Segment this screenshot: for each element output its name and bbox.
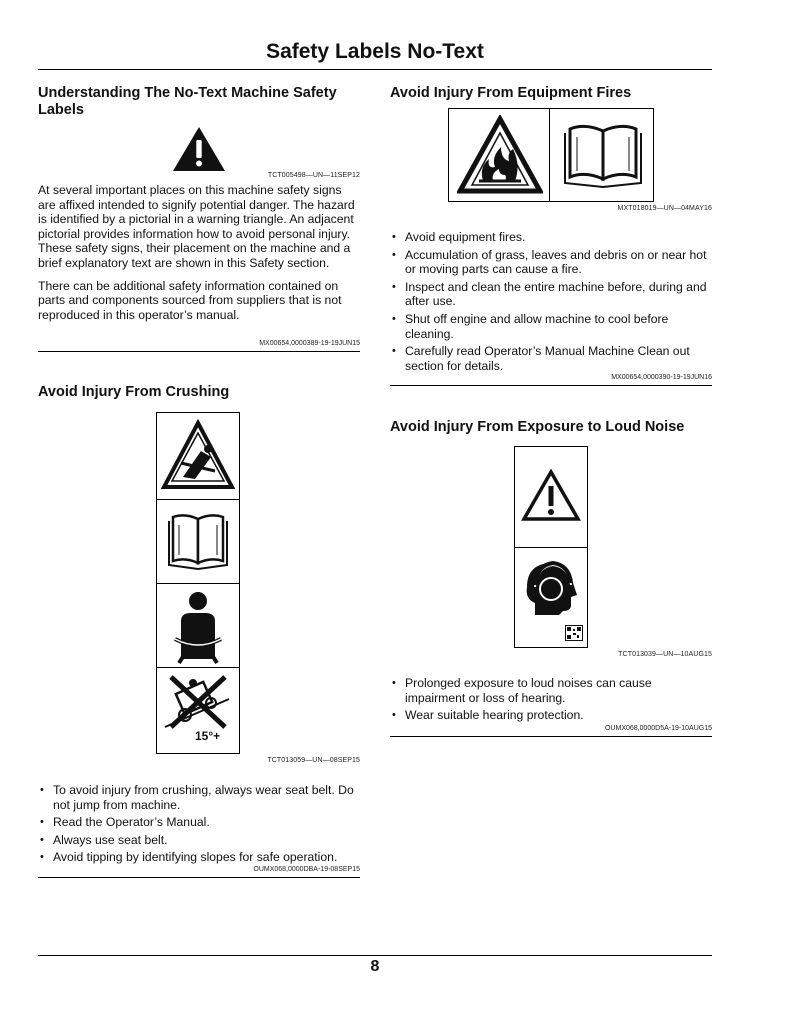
reference-code: MX00654,0000390-19-19JUN16 [611,374,712,381]
figure-code: TCT013059—UN—08SEP15 [267,757,360,764]
qr-code-icon [565,625,583,641]
section-rule [38,877,360,878]
fire-safety-label [448,108,654,202]
bullet-item: • Wear suitable hearing protection. [390,708,712,723]
section-crushing [38,384,360,401]
noise-bullets [390,676,712,726]
bullet-item: • Accumulation of grass, leaves and debris on or near hot or moving parts can cause a fire. [390,248,712,277]
bullet-item: • Always use seat belt. [38,833,360,848]
crushing-safety-label [156,412,240,754]
section-understanding [38,85,360,119]
bullet-item: • Avoid tipping by identifying slopes for safe operation. [38,850,360,865]
warning-triangle-icon [172,126,226,172]
page-title: Safety Labels No-Text [266,40,484,63]
section-heading: Understanding The No-Text Machine Safety Labels [38,85,337,118]
seat-belt-icon [165,589,231,665]
section-heading: Avoid Injury From Exposure to Loud Noise [390,419,685,435]
hearing-protection-icon [521,559,581,617]
section-fires [390,85,712,102]
figure-code: TCT005498—UN—11SEP12 [267,172,360,179]
section-heading: Avoid Injury From Equipment Fires [390,85,632,101]
fire-hazard-icon [457,115,543,195]
operator-manual-icon [163,511,233,571]
reference-code: OUMX068,0000DBA-19-08SEP15 [253,866,360,873]
footer-rule [38,955,712,956]
crush-hazard-icon [161,417,235,495]
section-rule [390,385,712,386]
noise-safety-label [514,446,588,648]
crushing-bullets [38,783,360,868]
section-rule [390,736,712,737]
understanding-body [38,183,360,322]
reference-code: OUMX068,0000D5A-19-10AUG15 [604,725,712,732]
section-noise [390,419,712,436]
page-number: 8 [370,958,380,975]
operator-manual-icon [559,123,647,189]
slope-label: 15°+ [195,729,221,743]
section-heading: Avoid Injury From Crushing [38,384,230,400]
figure-code: MXT018019—UN—04MAY16 [617,205,712,212]
warning-triangle-icon [521,469,581,523]
reference-code: MX00654,0000389-19-19JUN15 [259,340,360,347]
bullet-item: • Avoid equipment fires. [390,230,712,245]
section-rule [38,351,360,352]
fires-bullets [390,230,712,376]
bullet-item: • To avoid injury from crushing, always wear seat belt. Do not jump from machine. [38,783,360,812]
header-rule [38,69,712,70]
bullet-item: • Read the Operator’s Manual. [38,815,360,830]
tipping-slope-icon [163,673,233,731]
bullet-item: • Inspect and clean the entire machine before, during and after use. [390,280,712,309]
bullet-item: • Carefully read Operator’s Manual Machine Clean out section for details. [390,344,712,373]
bullet-item: • Prolonged exposure to loud noises can cause impairment or loss of hearing. [390,676,712,705]
paragraph: At several important places on this machine safety signs are affixed intended to signify potential danger. The hazard is identified by a pictorial in a warning triangle. An adjacent pictorial provides information how to avoid personal injury. These safety signs, their placement on the machine and a brief explanatory text are shown in this Safety section. [38,183,355,270]
bullet-item: • Shut off engine and allow machine to cool before cleaning. [390,312,712,341]
figure-code: TCT013039—UN—10AUG15 [618,651,712,658]
paragraph: There can be additional safety information contained on parts and components sourced from suppliers that is not reproduced in this operator’s manual. [38,278,342,322]
